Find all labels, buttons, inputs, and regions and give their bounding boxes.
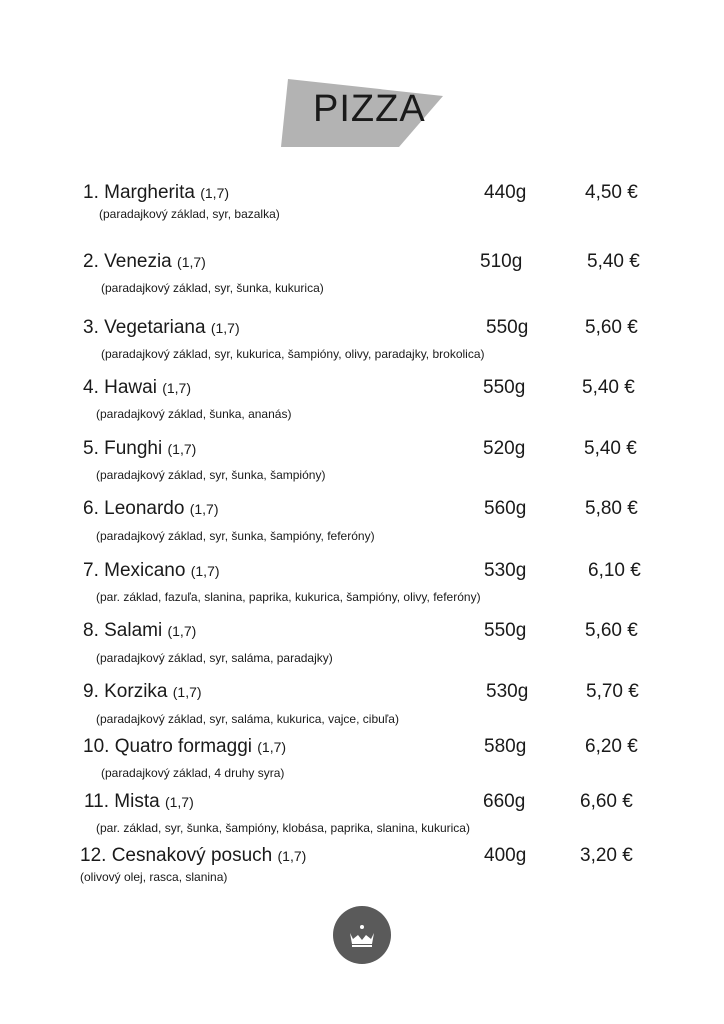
item-weight: 560g: [484, 498, 527, 519]
item-description: (paradajkový základ, syr, saláma, paradajky): [96, 651, 333, 665]
item-title: 3. Vegetariana: [83, 317, 206, 338]
item-allergens: (1,7): [164, 794, 194, 810]
item-weight: 530g: [484, 560, 527, 581]
item-description: (paradajkový základ, syr, saláma, kukurica, vajce, cibuľa): [96, 712, 399, 726]
item-price: 5,60 €: [585, 317, 638, 338]
item-name: [80, 846, 306, 866]
item-name: [83, 439, 196, 459]
item-title: 4. Hawai: [83, 377, 157, 398]
item-title: 8. Salami: [83, 620, 163, 641]
item-price: 5,40 €: [584, 438, 637, 459]
item-weight: 550g: [483, 377, 526, 398]
item-description: (paradajkový základ, 4 druhy syra): [101, 766, 285, 780]
item-title: 11. Mista: [84, 791, 160, 812]
item-description: (paradajkový základ, syr, šunka, šampióny): [96, 468, 326, 482]
item-allergens: (1,7): [167, 441, 197, 457]
crown-icon: [333, 906, 391, 964]
item-description: (olivový olej, rasca, slanina): [80, 870, 228, 884]
item-name: [83, 682, 202, 702]
item-name: [83, 499, 219, 519]
item-description: (par. základ, syr, šunka, šampióny, klobása, paprika, slanina, kukurica): [96, 821, 470, 835]
item-name: [83, 183, 229, 203]
item-name: [83, 561, 220, 581]
item-price: 5,40 €: [582, 377, 635, 398]
item-allergens: (1,7): [190, 563, 220, 579]
item-description: (paradajkový základ, syr, kukurica, šampióny, olivy, paradajky, brokolica): [101, 347, 485, 361]
item-title: 12. Cesnakový posuch: [80, 845, 273, 866]
item-allergens: (1,7): [172, 684, 202, 700]
item-allergens: (1,7): [167, 623, 197, 639]
item-weight: 580g: [484, 736, 527, 757]
item-allergens: (1,7): [177, 254, 206, 270]
item-allergens: (1,7): [210, 320, 240, 336]
item-description: (paradajkový základ, syr, šunka, šampióny, feferóny): [96, 529, 375, 543]
item-weight: 400g: [484, 845, 527, 866]
item-price: 5,70 €: [586, 681, 639, 702]
item-allergens: (1,7): [162, 380, 191, 396]
item-name: [84, 792, 194, 812]
item-title: 2. Venezia: [83, 251, 172, 272]
item-weight: 510g: [480, 251, 523, 272]
item-price: 6,10 €: [588, 560, 641, 581]
item-price: 6,60 €: [580, 791, 633, 812]
item-title: 7. Mexicano: [83, 560, 186, 581]
item-weight: 550g: [484, 620, 527, 641]
item-price: 5,60 €: [585, 620, 638, 641]
item-allergens: (1,7): [189, 501, 219, 517]
banner-shape: [0, 0, 724, 160]
item-price: 6,20 €: [585, 736, 638, 757]
item-allergens: (1,7): [257, 739, 287, 755]
brand-logo: [333, 906, 391, 964]
item-name: [83, 621, 196, 641]
item-price: 5,80 €: [585, 498, 638, 519]
item-title: 1. Margherita: [83, 182, 195, 203]
title-banner: [0, 0, 724, 160]
item-allergens: (1,7): [200, 185, 230, 201]
item-title: 10. Quatro formaggi: [83, 736, 252, 757]
item-allergens: (1,7): [277, 848, 307, 864]
item-weight: 550g: [486, 317, 529, 338]
item-title: 9. Korzika: [83, 681, 168, 702]
item-price: 3,20 €: [580, 845, 633, 866]
item-description: (paradajkový základ, syr, šunka, kukurica): [101, 281, 324, 295]
item-weight: 440g: [484, 182, 527, 203]
item-price: 4,50 €: [585, 182, 638, 203]
page-title: PIZZA: [313, 88, 426, 130]
item-weight: 660g: [483, 791, 526, 812]
item-price: 5,40 €: [587, 251, 640, 272]
item-name: [83, 378, 191, 398]
item-name: [83, 252, 206, 272]
item-description: (paradajkový základ, šunka, ananás): [96, 407, 292, 421]
item-weight: 530g: [486, 681, 529, 702]
item-title: 6. Leonardo: [83, 498, 185, 519]
item-name: [83, 318, 240, 338]
item-weight: 520g: [483, 438, 526, 459]
item-description: (paradajkový základ, syr, bazalka): [99, 207, 280, 221]
item-title: 5. Funghi: [83, 438, 163, 459]
item-name: [83, 737, 286, 757]
item-description: (par. základ, fazuľa, slanina, paprika, kukurica, šampióny, olivy, feferóny): [96, 590, 481, 604]
